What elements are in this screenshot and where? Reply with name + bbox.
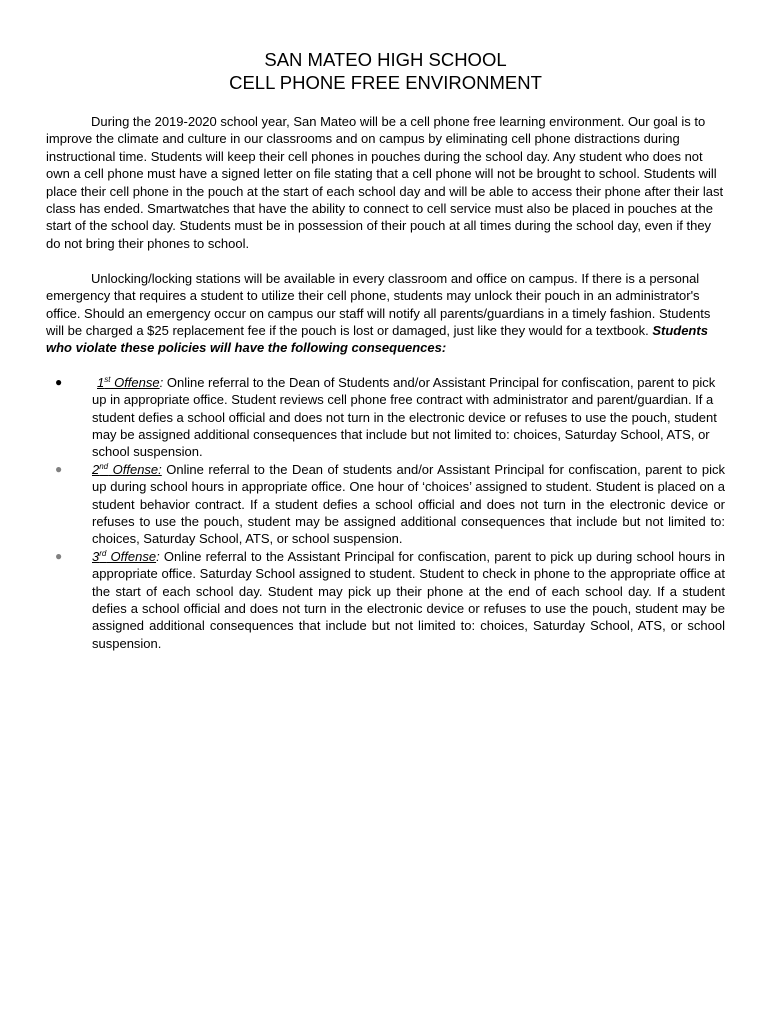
document-title bbox=[46, 48, 725, 94]
offense-item-2 bbox=[46, 461, 725, 548]
title-line-2: CELL PHONE FREE ENVIRONMENT bbox=[229, 72, 542, 93]
title-line-1: SAN MATEO HIGH SCHOOL bbox=[264, 49, 507, 70]
offense-colon-1: : bbox=[159, 374, 164, 390]
offense-text-2: Online referral to the Dean of students and/or Assistant Principal for confiscation, parent to pick up during school hours in appropriate office. One hour of ‘choices’ assigned to student. Student is placed on a student behavior contract. If a student defies a school official and does not turn in the electronic device or refuses to use the pouch, student may be assigned additional consequences that include but not limited to: choices, Saturday School, ATS, or school suspension. bbox=[92, 461, 726, 547]
offense-text-3: Online referral to the Assistant Principal for confiscation, parent to pick up during school hours in appropriate office. Saturday School assigned to student. Student to check in phone to the appropriate office at the start of each school day. Student may pick up their phone at the end of each school day. If a student defies a school official and does not turn in the electronic device or refuses to use the pouch, student may be assigned additional consequences that include but not limited to: choices, Saturday School, ATS, or school suspension. bbox=[92, 548, 726, 651]
offense-label-3: 3rd Offense bbox=[92, 548, 157, 564]
stations-paragraph bbox=[46, 270, 725, 357]
intro-paragraph: During the 2019-2020 school year, San Mateo will be a cell phone free learning environment. Our goal is to improve the climate and culture in our classrooms and on campus by eliminating cell phone distractions during instructional time. Students will keep their cell phones in pouches during the school day. Any student who does not own a cell phone must have a signed letter on file stating that a cell phone will not be brought to school. Students will place their cell phone in the pouch at the start of each school day and will be able to access their phone after their last class has ended. Smartwatches that have the ability to connect to cell service must also be placed in pouches at the start of the school day. Students must be in possession of their pouch at all times during the school day, even if they do not bring their phones to school. bbox=[46, 114, 724, 251]
offense-item-3 bbox=[46, 548, 725, 652]
bullet-icon: ● bbox=[55, 461, 63, 476]
offense-label-1: 1st Offense bbox=[97, 374, 160, 390]
offense-list bbox=[46, 374, 725, 653]
offense-label-2: 2nd Offense: bbox=[92, 461, 162, 477]
bullet-icon: ● bbox=[55, 374, 63, 389]
offense-item-1 bbox=[46, 374, 725, 461]
stations-paragraph-text: Unlocking/locking stations will be available in every classroom and office on campus. If there is a personal emergency that requires a student to utilize their cell phone, students may unlock their pouch in an administrator's office. Should an emergency occur on campus our staff will notify all parents/guardians in a timely fashion. Students will be charged a $25 replacement fee if the pouch is lost or damaged, just like they would for a textbook. bbox=[46, 270, 711, 338]
bullet-icon: ● bbox=[55, 548, 63, 563]
offense-colon-3: : bbox=[156, 548, 160, 564]
offense-text-1: Online referral to the Dean of Students and/or Assistant Principal for confiscation, parent to pick up in appropriate office. Student reviews cell phone free contract with administrator and parent/guardian. If a student defies a school official and does not turn in the electronic device or refuses to use the pouch, student may be assigned additional consequences that include but not limited to: choices, Saturday School, ATS, or school suspension. bbox=[92, 374, 717, 460]
consequences-emphasis: Students who violate these policies will have the following consequences: bbox=[46, 322, 708, 356]
